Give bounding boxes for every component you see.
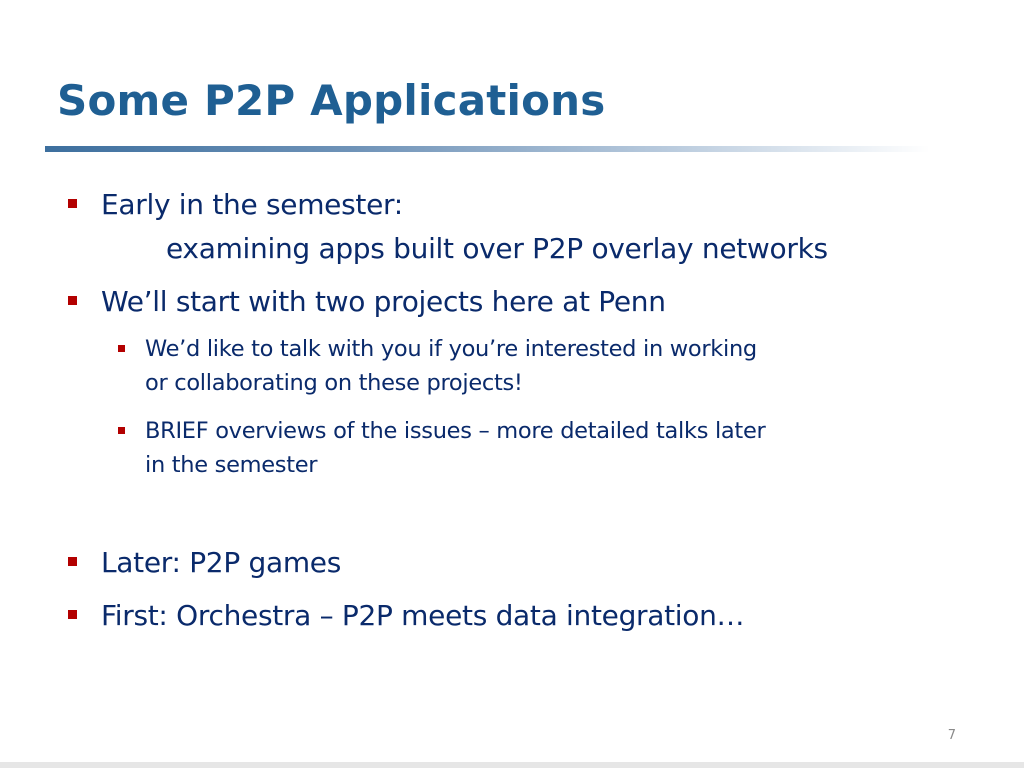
bullet-square-icon	[118, 427, 125, 434]
bullet-continuation-text: examining apps built over P2P overlay networks	[166, 232, 828, 265]
bullet-square-icon	[68, 199, 77, 208]
subbullet-text: We’d like to talk with you if you’re interested in working	[145, 336, 757, 362]
subbullet-continuation-text: or collaborating on these projects!	[145, 370, 523, 396]
bullet-text: Early in the semester:	[101, 188, 403, 221]
bottom-border	[0, 762, 1024, 768]
bullet-text: First: Orchestra – P2P meets data integration…	[101, 599, 745, 632]
bullet-square-icon	[68, 557, 77, 566]
slide-title: Some P2P Applications	[57, 76, 606, 125]
subbullet-continuation-text: in the semester	[145, 452, 318, 478]
page-number: 7	[947, 728, 956, 743]
bullet-text: We’ll start with two projects here at Penn	[101, 285, 666, 318]
bullet-square-icon	[68, 610, 77, 619]
bullet-square-icon	[118, 345, 125, 352]
bullet-text: Later: P2P games	[101, 546, 342, 579]
subbullet-text: BRIEF overviews of the issues – more detailed talks later	[145, 418, 766, 444]
bullet-square-icon	[68, 296, 77, 305]
